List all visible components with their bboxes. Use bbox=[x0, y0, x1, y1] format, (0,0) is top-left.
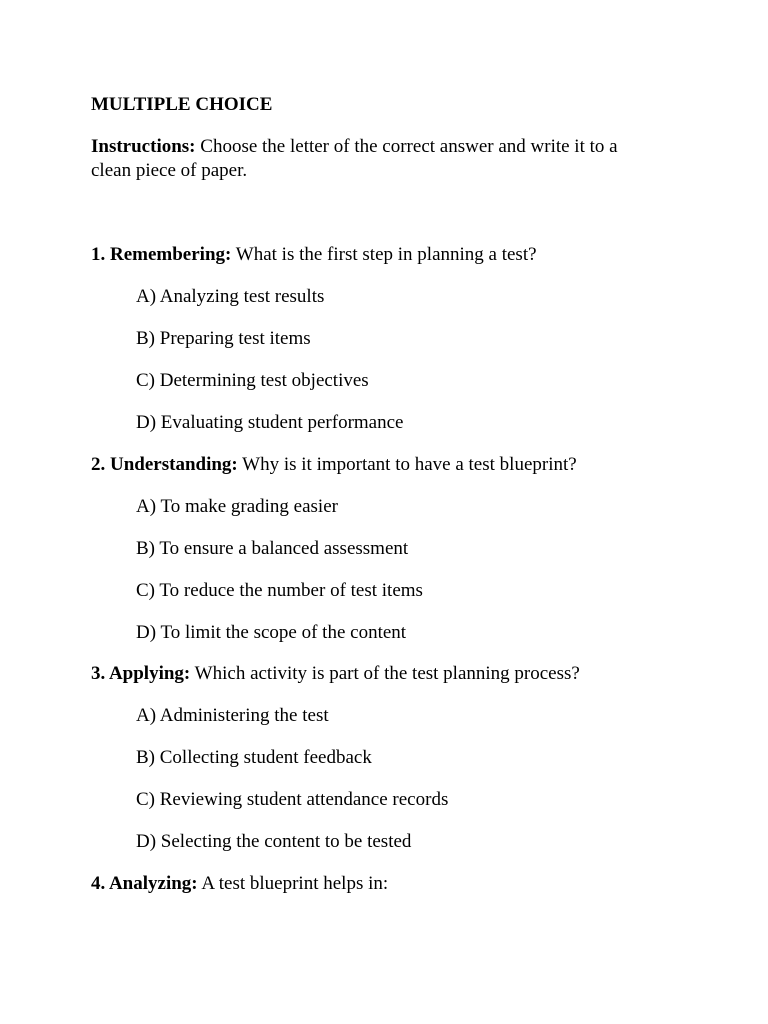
question-text: What is the first step in planning a test? bbox=[231, 244, 537, 265]
instructions-line-2: clean piece of paper. bbox=[91, 160, 248, 181]
question-3-option-a: A) Administering the test bbox=[136, 705, 329, 726]
question-2-option-c: C) To reduce the number of test items bbox=[136, 580, 423, 601]
question-label: 4. Analyzing: bbox=[91, 873, 198, 894]
question-label: 2. Understanding: bbox=[91, 454, 238, 475]
question-2-option-d: D) To limit the scope of the content bbox=[136, 622, 407, 643]
question-label: 1. Remembering: bbox=[91, 244, 232, 265]
question-2-option-a: A) To make grading easier bbox=[136, 496, 338, 517]
question-text: Which activity is part of the test planning process? bbox=[190, 663, 580, 684]
question-1-option-d: D) Evaluating student performance bbox=[136, 412, 404, 433]
document-title: MULTIPLE CHOICE bbox=[91, 94, 273, 115]
question-3 bbox=[91, 662, 580, 686]
question-1 bbox=[91, 243, 537, 267]
question-2 bbox=[91, 453, 577, 477]
question-2-option-b: B) To ensure a balanced assessment bbox=[136, 538, 409, 559]
question-label: 3. Applying: bbox=[91, 663, 191, 684]
question-1-option-b: B) Preparing test items bbox=[136, 328, 311, 349]
instructions-text: Choose the letter of the correct answer and write it to a bbox=[195, 136, 618, 157]
question-3-option-d: D) Selecting the content to be tested bbox=[136, 831, 412, 852]
question-3-option-c: C) Reviewing student attendance records bbox=[136, 789, 449, 810]
question-1-option-a: A) Analyzing test results bbox=[136, 286, 325, 307]
question-text: Why is it important to have a test blueprint? bbox=[237, 454, 577, 475]
instructions-line-1 bbox=[91, 135, 618, 159]
question-4 bbox=[91, 872, 388, 896]
question-text: A test blueprint helps in: bbox=[197, 873, 389, 894]
question-1-option-c: C) Determining test objectives bbox=[136, 370, 369, 391]
instructions-label: Instructions: bbox=[91, 136, 196, 157]
question-3-option-b: B) Collecting student feedback bbox=[136, 747, 372, 768]
